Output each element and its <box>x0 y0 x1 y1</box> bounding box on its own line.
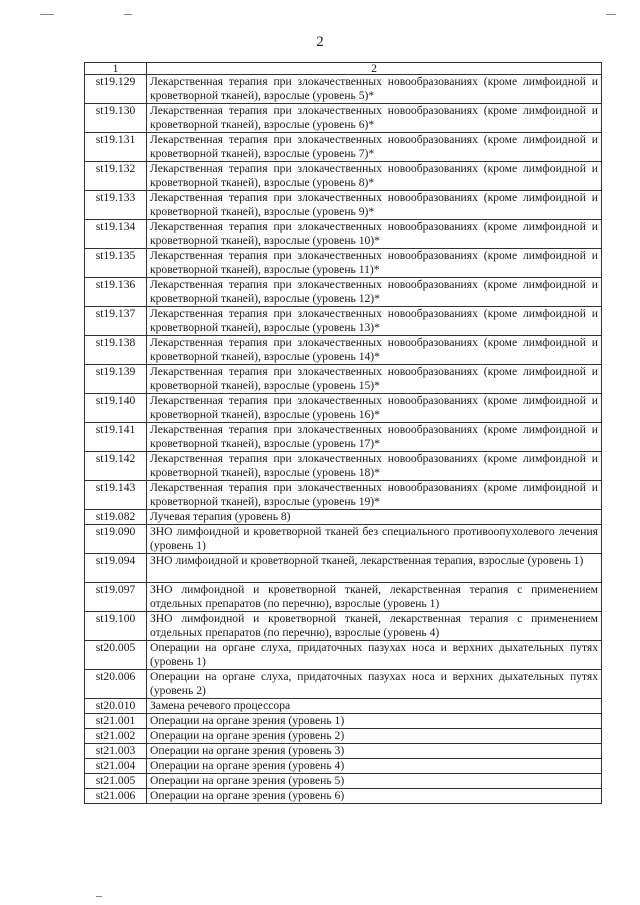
row-code: st19.131 <box>85 133 147 162</box>
row-name: Операции на органе зрения (уровень 2) <box>147 729 602 744</box>
row-code: st19.136 <box>85 278 147 307</box>
column-header-1: 1 <box>85 63 147 75</box>
scan-artifact <box>96 896 102 897</box>
row-name: ЗНО лимфоидной и кроветворной тканей без специального противоопухолевого лечения (уровень 1) <box>147 525 602 554</box>
row-name: Лекарственная терапия при злокачественных новообразованиях (кроме лимфоидной и кроветворной тканей), взрослые (уровень 9)* <box>147 191 602 220</box>
table-row <box>85 699 602 714</box>
table-row <box>85 423 602 452</box>
row-code: st19.139 <box>85 365 147 394</box>
row-code: st21.005 <box>85 774 147 789</box>
row-name: Операции на органе зрения (уровень 3) <box>147 744 602 759</box>
table-row <box>85 394 602 423</box>
row-code: st21.002 <box>85 729 147 744</box>
row-code: st20.005 <box>85 641 147 670</box>
scan-artifact <box>124 14 132 15</box>
row-name: Лекарственная терапия при злокачественных новообразованиях (кроме лимфоидной и кроветворной тканей), взрослые (уровень 17)* <box>147 423 602 452</box>
scan-artifact <box>606 14 616 15</box>
row-code: st21.006 <box>85 789 147 804</box>
table-body <box>85 75 602 804</box>
table-row <box>85 104 602 133</box>
row-code: st19.135 <box>85 249 147 278</box>
table-row <box>85 307 602 336</box>
table-row <box>85 481 602 510</box>
row-name: Лекарственная терапия при злокачественных новообразованиях (кроме лимфоидной и кроветворной тканей), взрослые (уровень 10)* <box>147 220 602 249</box>
table-row <box>85 774 602 789</box>
table-row <box>85 220 602 249</box>
table-row <box>85 336 602 365</box>
row-name: Операции на органе зрения (уровень 6) <box>147 789 602 804</box>
table-row <box>85 759 602 774</box>
table-row <box>85 641 602 670</box>
table-row <box>85 278 602 307</box>
table-row <box>85 365 602 394</box>
row-code: st19.133 <box>85 191 147 220</box>
row-name: Лекарственная терапия при злокачественных новообразованиях (кроме лимфоидной и кроветворной тканей), взрослые (уровень 15)* <box>147 365 602 394</box>
row-name: Лекарственная терапия при злокачественных новообразованиях (кроме лимфоидной и кроветворной тканей), взрослые (уровень 14)* <box>147 336 602 365</box>
row-name: Лекарственная терапия при злокачественных новообразованиях (кроме лимфоидной и кроветворной тканей), взрослые (уровень 8)* <box>147 162 602 191</box>
row-name: Лекарственная терапия при злокачественных новообразованиях (кроме лимфоидной и кроветворной тканей), взрослые (уровень 18)* <box>147 452 602 481</box>
row-name: ЗНО лимфоидной и кроветворной тканей, лекарственная терапия с применением отдельных препаратов (по перечню), взрослые (уровень 4) <box>147 612 602 641</box>
table-row <box>85 583 602 612</box>
row-code: st20.006 <box>85 670 147 699</box>
row-code: st19.142 <box>85 452 147 481</box>
row-name: Операции на органе слуха, придаточных пазухах носа и верхних дыхательных путях (уровень 1) <box>147 641 602 670</box>
table-row <box>85 670 602 699</box>
row-name: Замена речевого процессора <box>147 699 602 714</box>
table-row <box>85 75 602 104</box>
table-row <box>85 162 602 191</box>
row-name: ЗНО лимфоидной и кроветворной тканей, лекарственная терапия, взрослые (уровень 1) <box>147 554 602 583</box>
table-row <box>85 249 602 278</box>
table-row <box>85 714 602 729</box>
row-code: st19.082 <box>85 510 147 525</box>
row-code: st19.129 <box>85 75 147 104</box>
row-code: st21.004 <box>85 759 147 774</box>
table-row <box>85 452 602 481</box>
row-code: st19.094 <box>85 554 147 583</box>
table-header-row <box>85 63 602 75</box>
row-name: Лекарственная терапия при злокачественных новообразованиях (кроме лимфоидной и кроветворной тканей), взрослые (уровень 13)* <box>147 307 602 336</box>
table-row <box>85 744 602 759</box>
row-code: st19.143 <box>85 481 147 510</box>
row-name: Операции на органе зрения (уровень 1) <box>147 714 602 729</box>
row-name: Лекарственная терапия при злокачественных новообразованиях (кроме лимфоидной и кроветворной тканей), взрослые (уровень 19)* <box>147 481 602 510</box>
row-code: st19.100 <box>85 612 147 641</box>
table-row <box>85 133 602 162</box>
table-row <box>85 510 602 525</box>
table-row <box>85 525 602 554</box>
row-code: st21.001 <box>85 714 147 729</box>
row-name: Лекарственная терапия при злокачественных новообразованиях (кроме лимфоидной и кроветворной тканей), взрослые (уровень 11)* <box>147 249 602 278</box>
table-row <box>85 789 602 804</box>
row-code: st19.138 <box>85 336 147 365</box>
column-header-2: 2 <box>147 63 602 75</box>
row-code: st19.130 <box>85 104 147 133</box>
page-number: 2 <box>316 34 324 50</box>
table-row <box>85 191 602 220</box>
row-name: Операции на органе зрения (уровень 4) <box>147 759 602 774</box>
table-row <box>85 729 602 744</box>
row-code: st19.134 <box>85 220 147 249</box>
row-name: Лекарственная терапия при злокачественных новообразованиях (кроме лимфоидной и кроветворной тканей), взрослые (уровень 7)* <box>147 133 602 162</box>
row-name: Лекарственная терапия при злокачественных новообразованиях (кроме лимфоидной и кроветворной тканей), взрослые (уровень 16)* <box>147 394 602 423</box>
row-code: st19.132 <box>85 162 147 191</box>
table-row <box>85 554 602 583</box>
row-name: Операции на органе зрения (уровень 5) <box>147 774 602 789</box>
row-name: Лучевая терапия (уровень 8) <box>147 510 602 525</box>
row-code: st19.090 <box>85 525 147 554</box>
row-name: Лекарственная терапия при злокачественных новообразованиях (кроме лимфоидной и кроветворной тканей), взрослые (уровень 12)* <box>147 278 602 307</box>
row-name: Лекарственная терапия при злокачественных новообразованиях (кроме лимфоидной и кроветворной тканей), взрослые (уровень 5)* <box>147 75 602 104</box>
row-code: st20.010 <box>85 699 147 714</box>
row-code: st19.140 <box>85 394 147 423</box>
row-code: st21.003 <box>85 744 147 759</box>
tariff-table <box>84 62 602 804</box>
scan-artifact <box>40 14 54 15</box>
row-name: ЗНО лимфоидной и кроветворной тканей, лекарственная терапия с применением отдельных препаратов (по перечню), взрослые (уровень 1) <box>147 583 602 612</box>
row-name: Операции на органе слуха, придаточных пазухах носа и верхних дыхательных путях (уровень 2) <box>147 670 602 699</box>
row-code: st19.097 <box>85 583 147 612</box>
table-row <box>85 612 602 641</box>
row-code: st19.137 <box>85 307 147 336</box>
row-name: Лекарственная терапия при злокачественных новообразованиях (кроме лимфоидной и кроветворной тканей), взрослые (уровень 6)* <box>147 104 602 133</box>
row-code: st19.141 <box>85 423 147 452</box>
